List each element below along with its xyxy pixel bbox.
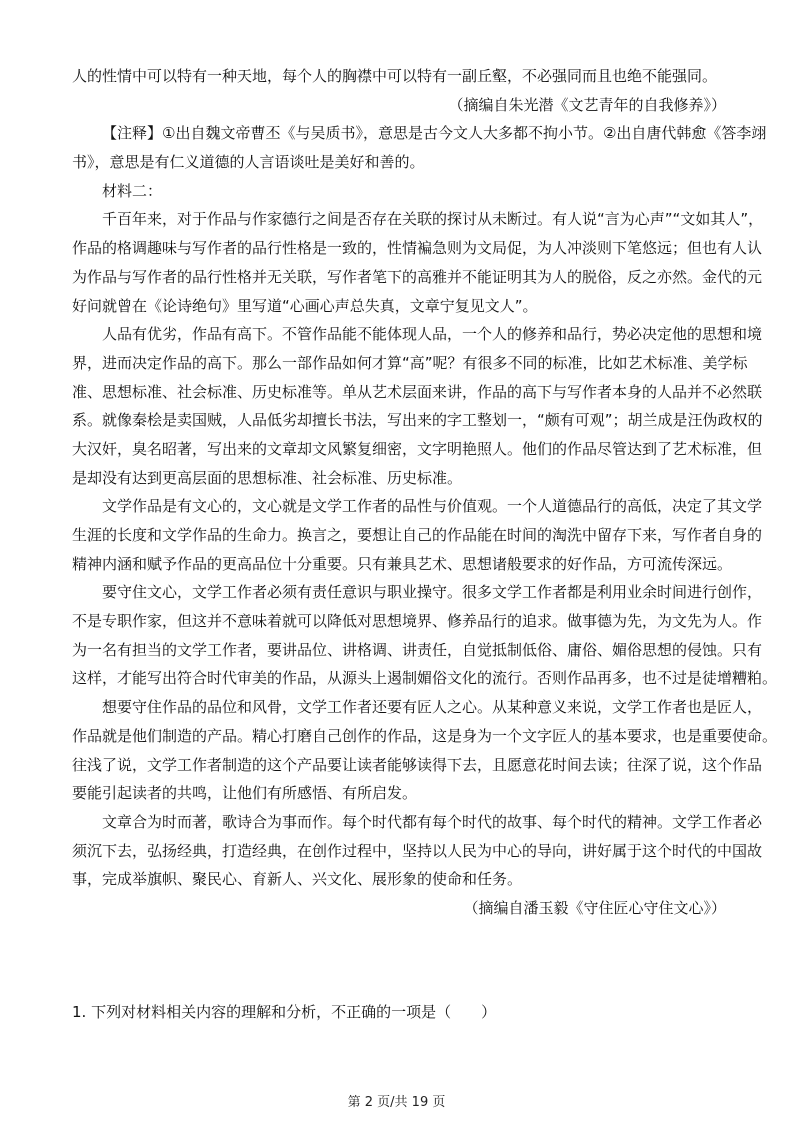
text-line: 千百年来，对于作品与作家德行之间是否存在关联的探讨从未断过。有人说“言为心声”“文如其人”， [102,210,764,229]
text-line: 作品的格调趣味与写作者的品行性格是一致的，性情褊急则为文局促，为人冲淡则下笔悠远；但也有人认 [72,239,763,258]
text-line: 是却没有达到更高层面的思想标准、社会标准、历史标准。 [72,468,463,487]
text-line: 人品有优劣，作品有高下。不管作品能不能体现人品，一个人的修养和品行，势必决定他的思想和境 [102,325,763,344]
text-line: 人的性情中可以特有一种天地，每个人的胸襟中可以特有一副丘壑，不必强同而且也绝不能强同。 [72,67,718,85]
text-line: 好问就曾在《论诗绝句》里写道“心画心声总失真，文章宁复见文人”。 [72,296,538,315]
text-line: 文学作品是有文心的，文心就是文学工作者的品性与价值观。一个人道德品行的高低，决定了其文学 [102,497,763,516]
text-line: 要能引起读者的共鸣，让他们有所感悟、有所启发。 [72,784,418,803]
annotation-line: 书》，意思是有仁义道德的人言语谈吐是美好和善的。 [72,153,425,172]
article-body [72,62,778,923]
text-line: 事，完成举旗帜、聚民心、育新人、兴文化、展形象的使命和任务。 [72,870,523,889]
text-line: 为作品与写作者的品行性格并无关联，写作者笔下的高雅并不能证明其为人的脱俗，反之亦然。金代的元 [72,267,763,286]
text-line: 界，进而决定作品的高下。那么一部作品如何才算“高”呢？有很多不同的标准，比如艺术标准、美学标 [72,353,748,372]
annotation-line: 【注释】①出自魏文帝曹丕《与吴质书》，意思是古今文人大多都不拘小节。②出自唐代韩愈《答李翊 [102,124,767,143]
text-line: 系。就像秦桧是卖国贼，人品低劣却擅长书法，写出来的字工整划一，“颇有可观”；胡兰成是汪伪政权的 [72,411,763,430]
question-1: 1. 下列对材料相关内容的理解和分析，不正确的一项是（ ） [72,1003,497,1021]
source-citation-1: （摘编自朱光潜《文艺青年的自我修养》） [448,95,726,114]
text-line: 为一名有担当的文学工作者，要讲品位、讲格调、讲责任，自觉抵制低俗、庸俗、媚俗思想的侵蚀。只有 [72,640,763,659]
text-line: 不是专职作家，但这并不意味着就可以降低对思想境界、修养品行的追求。做事德为先，为文先为人。作 [72,612,763,631]
text-line: 须沉下去，弘扬经典，打造经典，在创作过程中，坚持以人民为中心的导向，讲好属于这个时代的中国故 [72,841,763,860]
text-line: 大汉奸，臭名昭著，写出来的文章却文风繁复细密，文字明艳照人。他们的作品尽管达到了艺术标准，但 [72,439,763,458]
source-citation-2: （摘编自潘玉毅《守住匠心守住文心》） [463,898,726,917]
section-heading: 材料二： [102,181,163,200]
text-line: 要守住文心，文学工作者必须有责任意识与职业操守。很多文学工作者都是利用业余时间进行创作， [102,583,763,602]
text-line: 生涯的长度和文学作品的生命力。换言之，要想让自己的作品能在时间的淘洗中留存下来，写作者自身的 [72,526,763,544]
page-footer: 第 2 页/共 19 页 [347,1095,446,1110]
text-line: 精神内涵和赋予作品的更高品位十分重要。只有兼具艺术、思想诸般要求的好作品，方可流传深远。 [72,554,733,573]
text-line: 这样，才能写出符合时代审美的作品，从源头上遏制媚俗文化的流行。否则作品再多，也不过是徒增糟粕。 [72,669,778,688]
text-line: 作品就是他们制造的产品。精心打磨自己创作的作品，这是身为一个文字匠人的基本要求，也是重要使命。 [72,726,778,745]
text-line: 准、思想标准、社会标准、历史标准等。单从艺术层面来讲，作品的高下与写作者本身的人品并不必然联 [72,382,763,401]
text-line: 往浅了说，文学工作者制造的这个产品要让读者能够读得下去，且愿意花时间去读；往深了说，这个作品 [72,755,763,774]
text-line: 文章合为时而著，歌诗合为事而作。每个时代都有每个时代的故事、每个时代的精神。文学工作者必 [102,812,763,831]
text-line: 想要守住作品的品位和风骨，文学工作者还要有匠人之心。从某种意义来说，文学工作者也是匠人， [102,698,763,717]
